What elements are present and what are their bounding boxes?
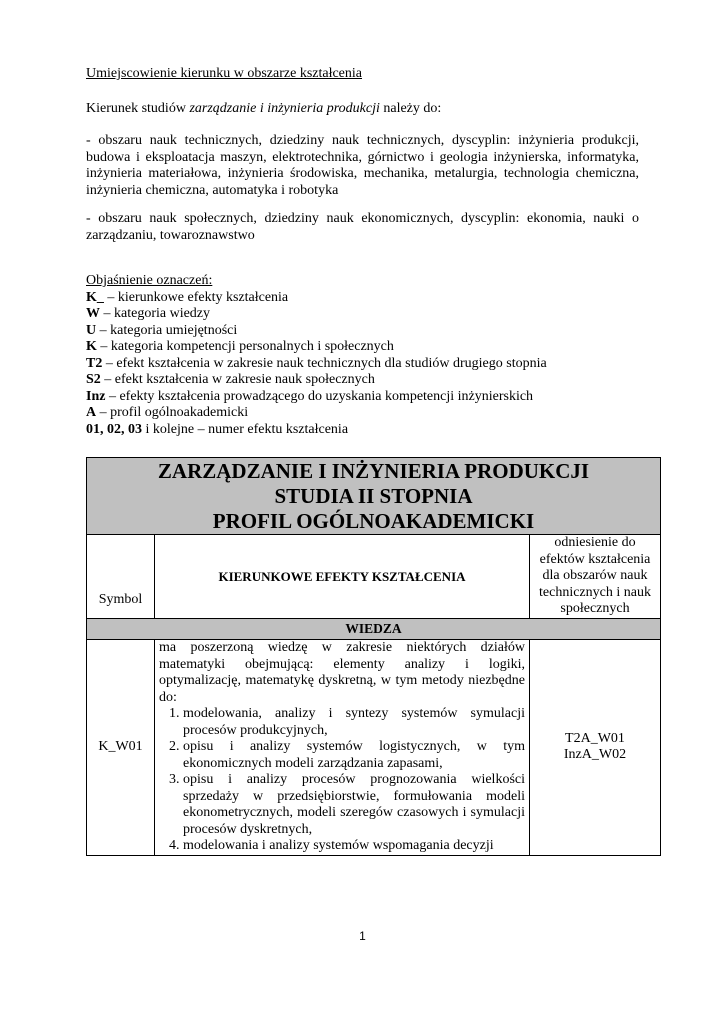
learning-outcomes-table bbox=[86, 457, 661, 856]
page-number: 1 bbox=[359, 929, 366, 943]
intro-text-end: należy do: bbox=[379, 101, 442, 116]
legend-desc: – kierunkowe efekty kształcenia bbox=[103, 289, 289, 305]
legend-code: W bbox=[86, 306, 100, 321]
table-title-line: STUDIA II STOPNIA bbox=[274, 483, 473, 508]
legend-item bbox=[86, 339, 639, 356]
list-item: 4. modelowania i analizy systemów wspomagania decyzji bbox=[183, 838, 525, 855]
legend-item bbox=[86, 372, 639, 389]
legend-code: T2 bbox=[86, 355, 103, 371]
reference-code: InzA_W02 bbox=[563, 747, 627, 763]
table-title-line: ZARZĄDZANIE I INŻYNIERIA PRODUKCJI bbox=[157, 458, 590, 483]
legend-item bbox=[86, 306, 639, 323]
table-title-line: PROFIL OGÓLNOAKADEMICKI bbox=[212, 508, 535, 533]
column-header-reference: odniesienie do efektów kształcenia dla obszarów nauk technicznych i nauk społecznych bbox=[530, 535, 661, 619]
legend bbox=[86, 273, 639, 438]
legend-desc: – kategoria umiejętności bbox=[96, 322, 238, 338]
legend-desc: – efekt kształcenia w zakresie nauk technicznych dla studiów drugiego stopnia bbox=[102, 355, 547, 371]
legend-code: Inz bbox=[86, 388, 106, 404]
legend-desc: – profil ogólnoakademicki bbox=[96, 405, 249, 420]
legend-code: K_ bbox=[86, 289, 104, 305]
column-header-symbol: Symbol bbox=[87, 535, 155, 619]
legend-code: A bbox=[86, 405, 97, 420]
list-item: 3. opisu i analizy procesów prognozowania wielkości sprzedaży w przedsiębiorstwie, formułowania modeli ekonometrycznych, modeli szeregów czasowych i symulacji procesów dyskretnych, bbox=[183, 772, 525, 838]
reference-code: T2A_W01 bbox=[565, 730, 625, 746]
table-title bbox=[87, 458, 661, 535]
intro-text: Kierunek studiów bbox=[86, 101, 190, 116]
legend-desc: – kategoria kompetencji personalnych i społecznych bbox=[96, 339, 394, 354]
legend-code: S2 bbox=[86, 372, 101, 387]
legend-title: Objaśnienie oznaczeń: bbox=[86, 273, 213, 288]
legend-code: 01, 02, 03 bbox=[86, 421, 142, 437]
legend-item bbox=[86, 356, 639, 373]
social-area-paragraph: - obszaru nauk społecznych, dziedziny nauk ekonomicznych, dyscyplin: ekonomia, nauki o zarządzaniu, towaroznawstwo bbox=[86, 211, 639, 243]
legend-item bbox=[86, 405, 639, 422]
legend-item bbox=[86, 389, 639, 406]
legend-desc: i kolejne – numer efektu kształcenia bbox=[142, 421, 349, 437]
legend-item bbox=[86, 323, 639, 340]
section-header-wiedza: WIEDZA bbox=[87, 619, 661, 640]
list-item: 2. opisu i analizy systemów logistycznych, w tym ekonomicznych modeli zarządzania zapasami, bbox=[183, 739, 525, 772]
list-item: 1. modelowania, analizy i syntezy systemów symulacji procesów produkcyjnych, bbox=[183, 706, 525, 739]
legend-code: K bbox=[86, 339, 97, 354]
legend-desc: – kategoria wiedzy bbox=[100, 306, 211, 321]
legend-desc: – efekt kształcenia w zakresie nauk społecznych bbox=[100, 372, 375, 387]
legend-desc: – efekty kształcenia prowadzącego do uzyskania kompetencji inżynierskich bbox=[105, 388, 534, 404]
legend-item bbox=[86, 422, 639, 439]
technical-area-paragraph: - obszaru nauk technicznych, dziedziny nauk technicznych, dyscyplin: inżynieria produkcji, budowa i eksploatacja maszyn, elektrotechnika, górnictwo i geologia inżynierska, informatyka, inżynieria materiałowa, inżynieria środowiska, mechanika, metalurgia, technologia chemiczna, inżynieria chemiczna, automatyka i robotyka bbox=[86, 133, 639, 198]
row-reference bbox=[530, 640, 661, 856]
intro-paragraph bbox=[86, 101, 639, 118]
section-heading: Umiejscowienie kierunku w obszarze kształcenia bbox=[86, 66, 363, 81]
legend-code: U bbox=[86, 322, 97, 338]
row-symbol: K_W01 bbox=[87, 640, 155, 856]
effect-intro: ma poszerzoną wiedzę w zakresie niektórych działów matematyki obejmującą: elementy analizy i logiki, optymalizację, matematykę dyskretną, w tym metody niezbędne do: bbox=[159, 640, 525, 705]
effect-list bbox=[159, 706, 525, 855]
legend-item bbox=[86, 290, 639, 307]
field-name: zarządzanie i inżynieria produkcji bbox=[189, 101, 380, 116]
table-row bbox=[87, 640, 661, 856]
row-effect-description bbox=[155, 640, 530, 856]
column-header-effects: KIERUNKOWE EFEKTY KSZTAŁCENIA bbox=[155, 535, 530, 619]
